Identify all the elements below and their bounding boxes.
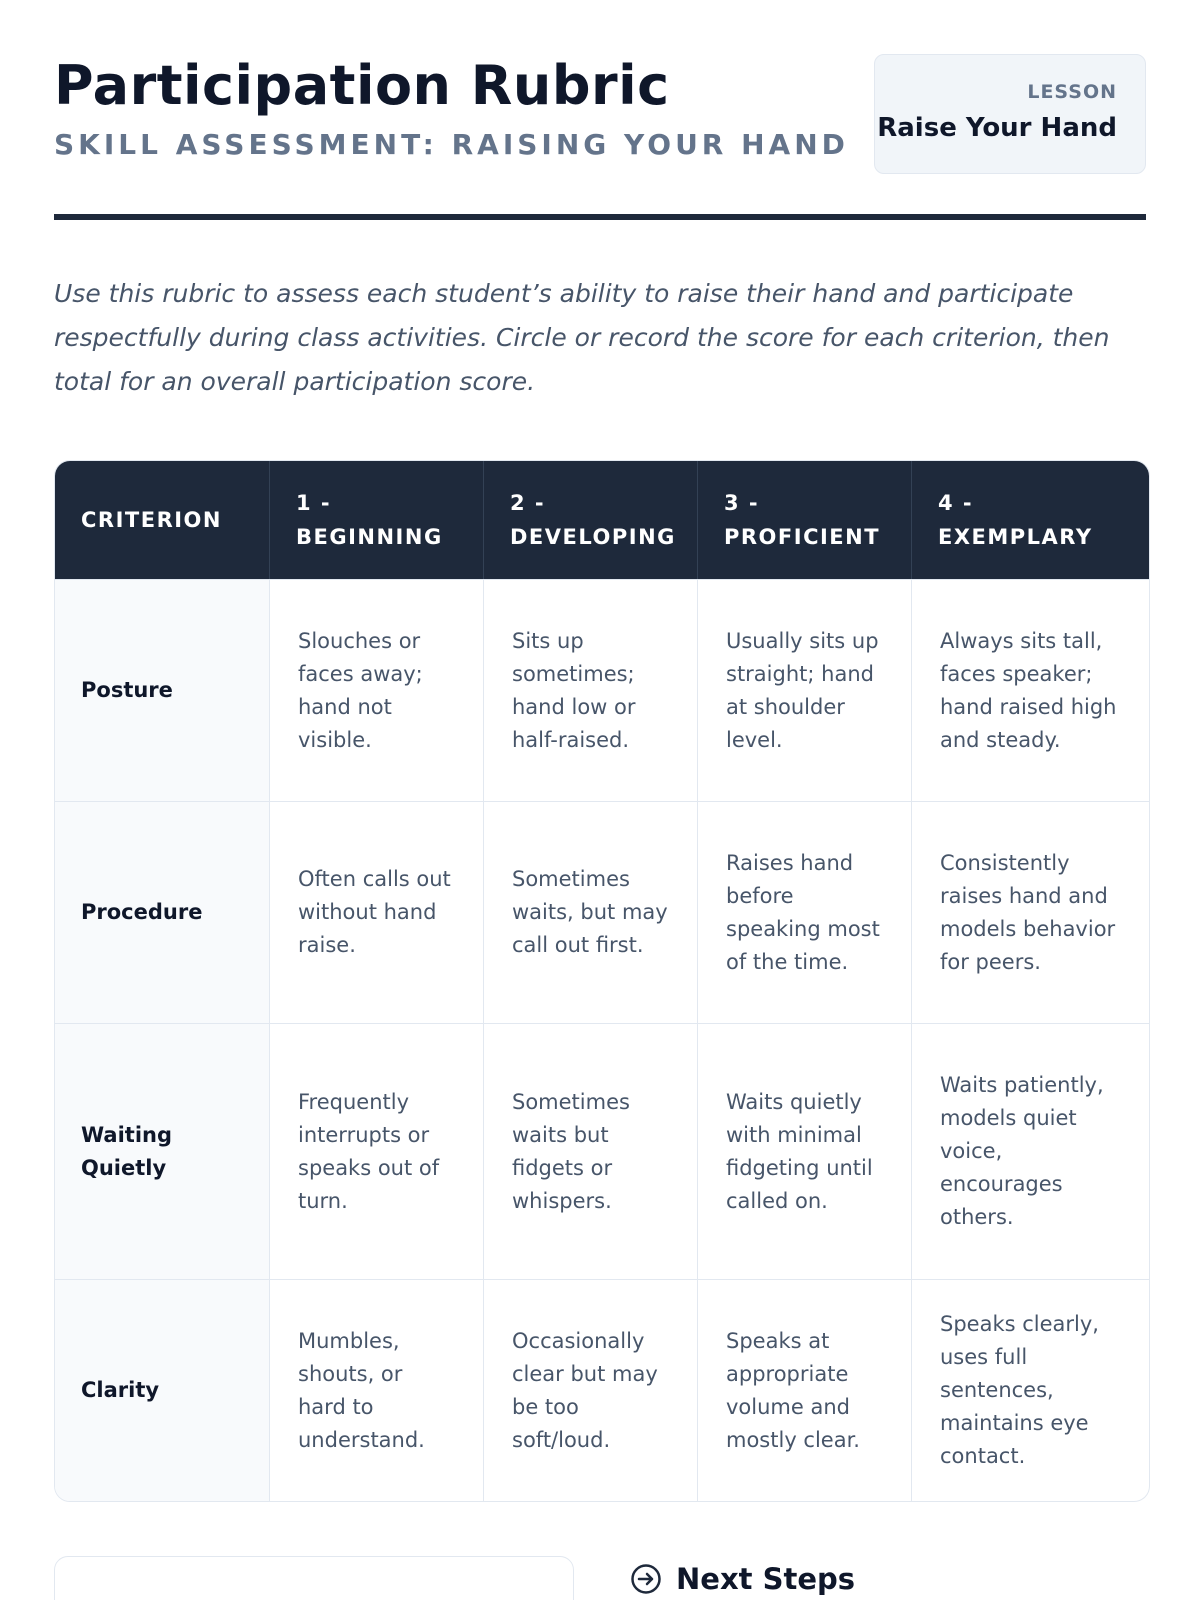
- score-4-cell: Speaks clearly, uses full sentences, maintains eye contact.: [911, 1279, 1149, 1501]
- criterion-cell: Posture: [55, 579, 269, 801]
- table-row: [55, 1023, 1149, 1279]
- score-3-cell: Usually sits up straight; hand at shoulder level.: [697, 579, 911, 801]
- table-row: [55, 579, 1149, 801]
- score-3-cell: Raises hand before speaking most of the time.: [697, 801, 911, 1023]
- score-1-cell: Slouches or faces away; hand not visible.: [269, 579, 483, 801]
- score-4-cell: Always sits tall, faces speaker; hand raised high and steady.: [911, 579, 1149, 801]
- criterion-cell: Waiting Quietly: [55, 1023, 269, 1279]
- column-header-criterion: CRITERION: [55, 461, 269, 579]
- score-box: [54, 1556, 574, 1600]
- score-4-cell: Waits patiently, models quiet voice, encourages others.: [911, 1023, 1149, 1279]
- score-2-cell: Sometimes waits, but may call out first.: [483, 801, 697, 1023]
- lesson-card: [874, 54, 1146, 174]
- column-header-exemplary: 4 - EXEMPLARY: [911, 461, 1149, 579]
- column-header-proficient: 3 - PROFICIENT: [697, 461, 911, 579]
- rubric-header-row: [55, 461, 1149, 579]
- table-row: [55, 801, 1149, 1023]
- criterion-cell: Clarity: [55, 1279, 269, 1501]
- score-2-cell: Sits up sometimes; hand low or half-raised.: [483, 579, 697, 801]
- next-steps-heading: [630, 1562, 855, 1596]
- header-divider: [54, 214, 1146, 220]
- column-header-developing: 2 - DEVELOPING: [483, 461, 697, 579]
- next-steps-title: Next Steps: [676, 1562, 856, 1596]
- score-4-cell: Consistently raises hand and models behavior for peers.: [911, 801, 1149, 1023]
- score-2-cell: Sometimes waits but fidgets or whispers.: [483, 1023, 697, 1279]
- score-1-cell: Often calls out without hand raise.: [269, 801, 483, 1023]
- page-title: Participation Rubric: [54, 54, 670, 117]
- rubric-table: [54, 460, 1150, 1502]
- page-header: [54, 0, 1146, 220]
- score-1-cell: Mumbles, shouts, or hard to understand.: [269, 1279, 483, 1501]
- score-2-cell: Occasionally clear but may be too soft/loud.: [483, 1279, 697, 1501]
- score-1-cell: Frequently interrupts or speaks out of turn.: [269, 1023, 483, 1279]
- table-row: [55, 1279, 1149, 1501]
- bottom-section: [54, 1556, 1146, 1600]
- column-header-beginning: 1 - BEGINNING: [269, 461, 483, 579]
- arrow-circle-right-icon: [630, 1563, 662, 1595]
- score-3-cell: Waits quietly with minimal fidgeting until called on.: [697, 1023, 911, 1279]
- intro-text: Use this rubric to assess each student’s ability to raise their hand and participate respectfully during class activities. Circle or record the score for each criterion, then total for an overall participation score.: [54, 279, 1110, 396]
- criterion-cell: Procedure: [55, 801, 269, 1023]
- score-3-cell: Speaks at appropriate volume and mostly clear.: [697, 1279, 911, 1501]
- lesson-label: LESSON: [1027, 81, 1117, 103]
- page-subtitle: SKILL ASSESSMENT: RAISING YOUR HAND: [54, 128, 849, 161]
- lesson-name: Raise Your Hand: [877, 113, 1117, 143]
